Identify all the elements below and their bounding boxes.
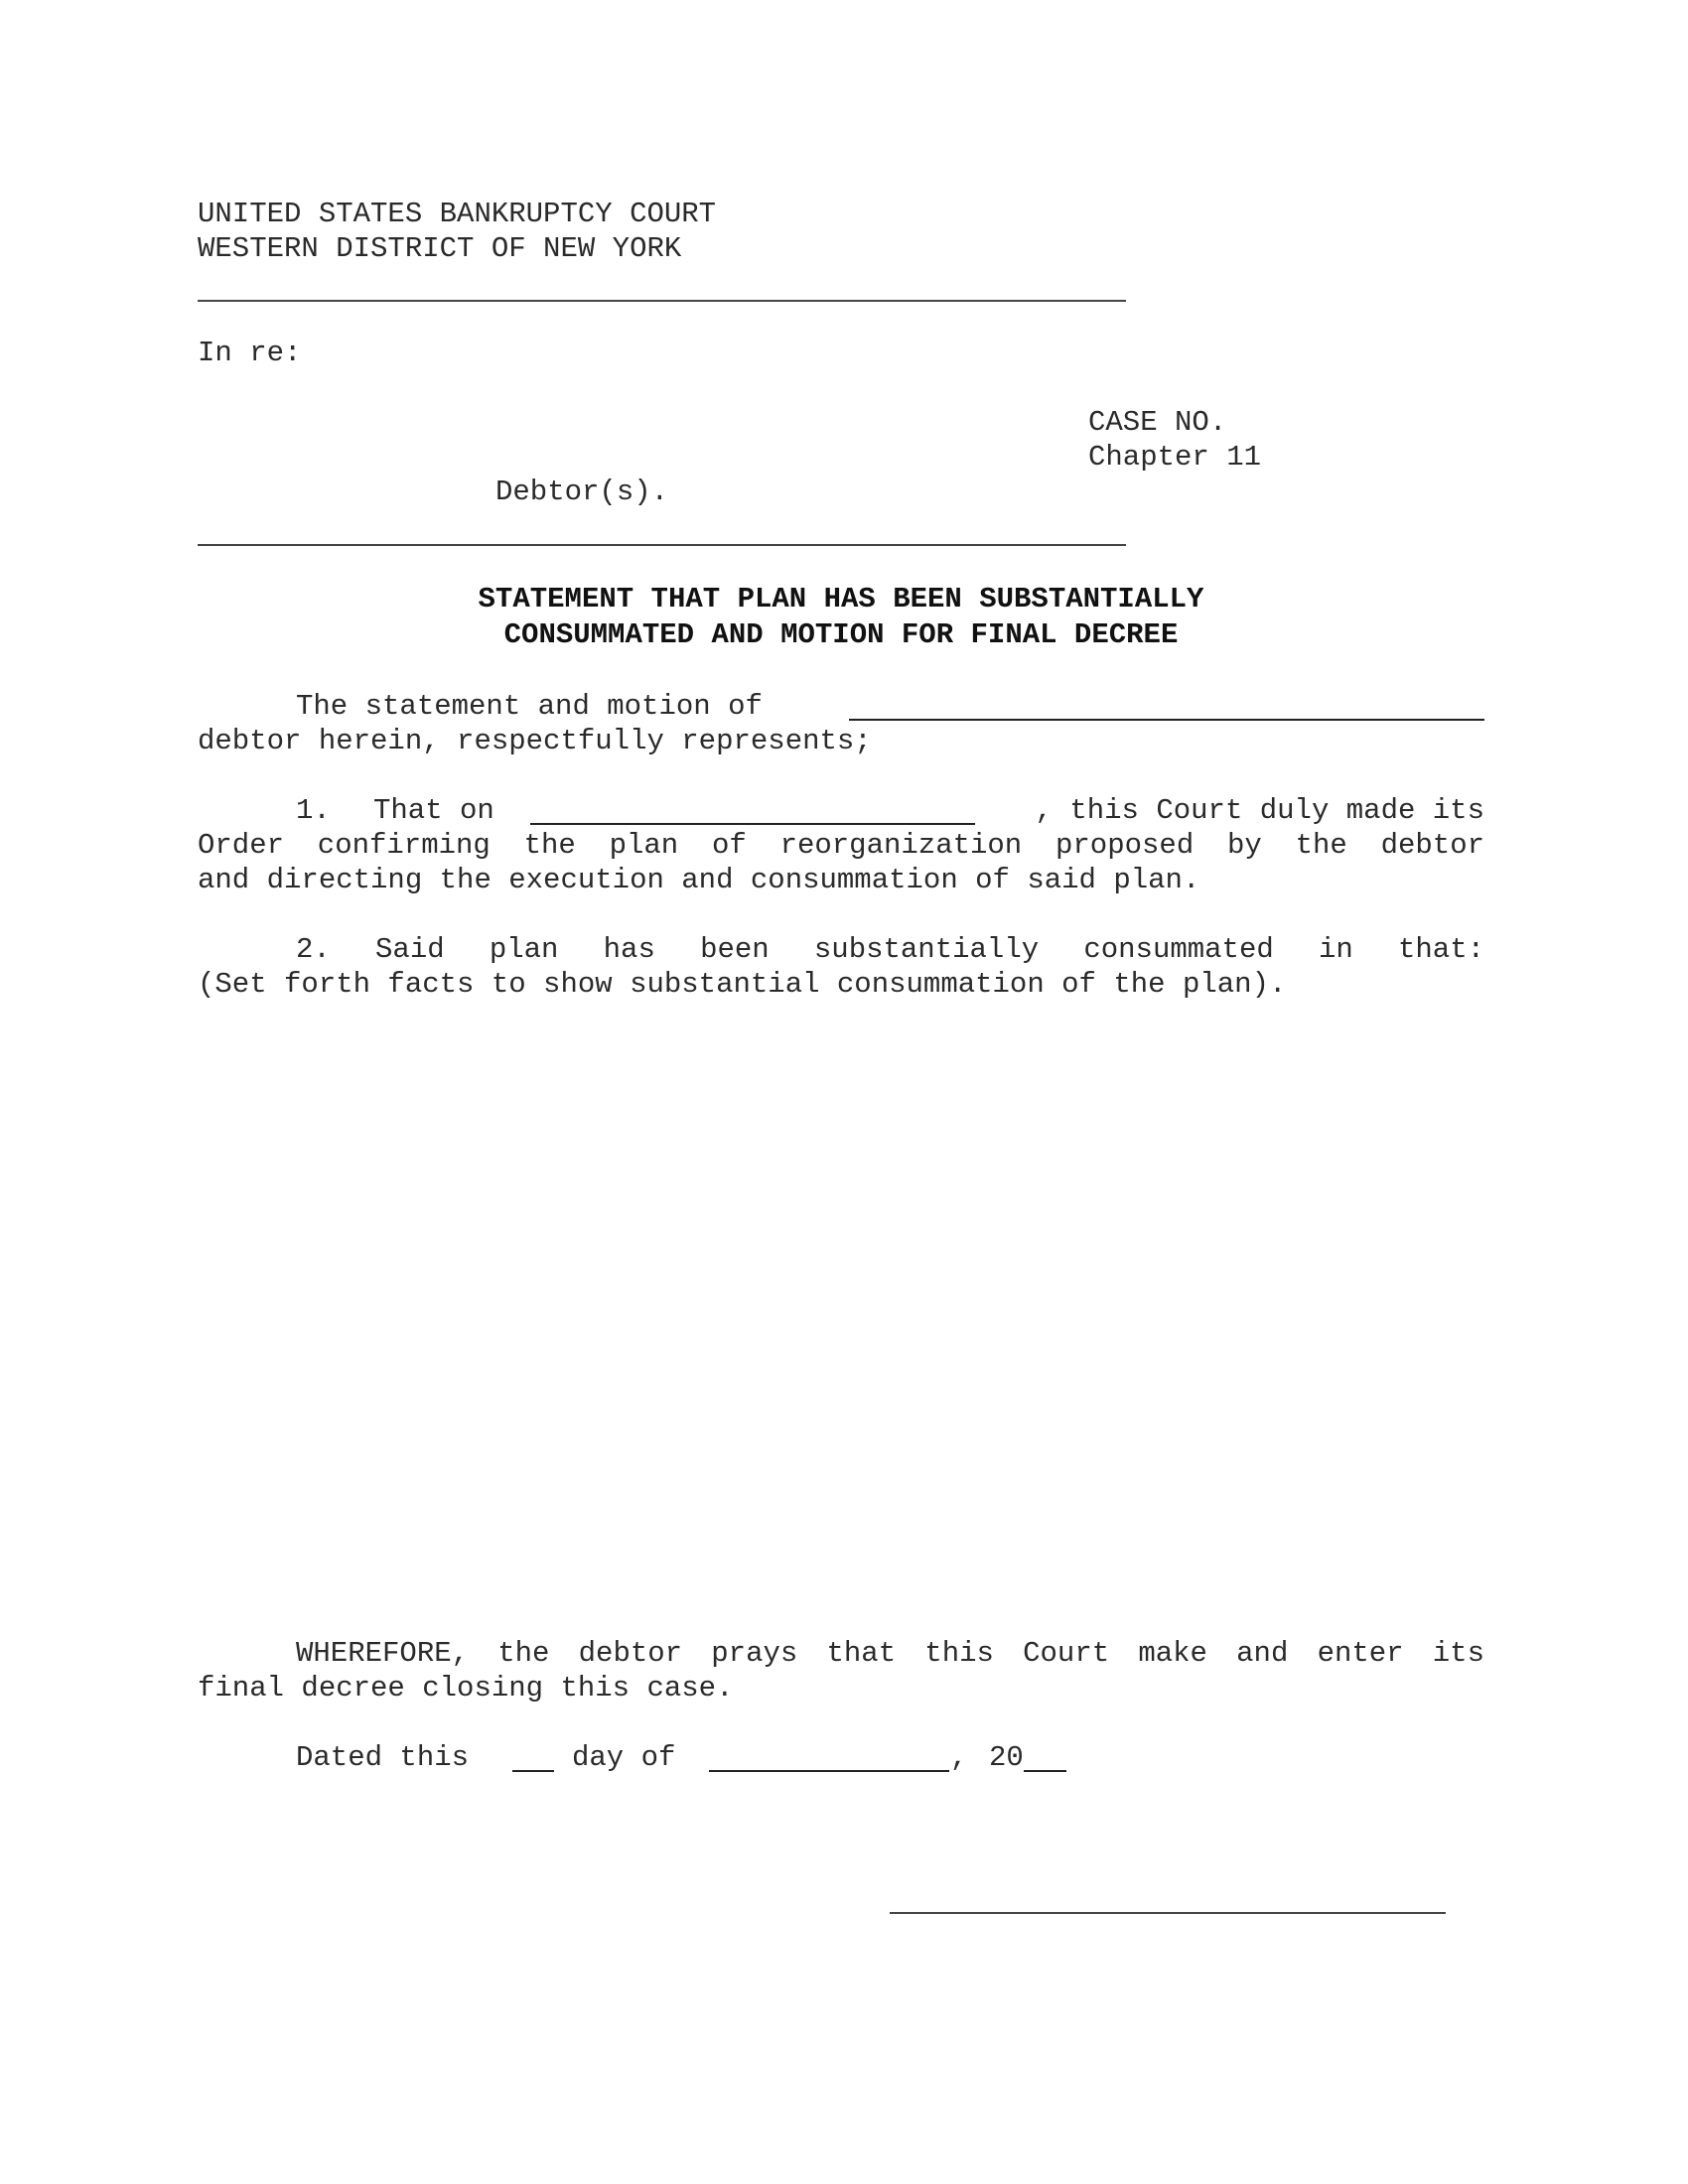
year-blank[interactable]: [1024, 1742, 1066, 1772]
para1-body: [198, 828, 1484, 897]
intro-text: [296, 689, 763, 724]
para1-number: 1.: [296, 794, 331, 827]
para1-after-blank: , this Court duly made its: [1035, 794, 1484, 827]
court-district: WESTERN DISTRICT OF NEW YORK: [198, 232, 682, 265]
para2-line-2: (Set forth facts to show substantial consummation of the plan).: [198, 968, 1287, 1001]
movant-name-blank[interactable]: [849, 691, 1484, 721]
intro-prefix: The statement and motion of: [296, 690, 763, 723]
para2-line-1: 2. Said plan has been substantially consummated in that:: [296, 933, 1484, 966]
court-name: UNITED STATES BANKRUPTCY COURT: [198, 198, 717, 230]
in-re-label: In re:: [198, 337, 302, 369]
document-title-line-1: STATEMENT THAT PLAN HAS BEEN SUBSTANTIALLY: [478, 583, 1204, 615]
month-blank[interactable]: [709, 1742, 949, 1772]
para1-line-3: and directing the execution and consummation of said plan.: [198, 864, 1200, 896]
confirmation-date-blank[interactable]: [530, 795, 975, 825]
day-blank[interactable]: [512, 1742, 554, 1772]
intro-line-2: debtor herein, respectfully represents;: [198, 725, 872, 757]
dated-year-prefix: 20: [989, 1741, 1024, 1774]
caption-bottom-rule: [198, 544, 1126, 546]
para2-first: [296, 932, 1484, 967]
case-number-label: CASE NO.: [1088, 406, 1227, 439]
dated-comma: ,: [950, 1741, 968, 1774]
chapter-label: Chapter 11: [1088, 441, 1262, 474]
wherefore-first: [296, 1636, 1484, 1671]
document-title-line-2: CONSUMMATED AND MOTION FOR FINAL DECREE: [503, 618, 1179, 651]
dated-day-of: day of: [572, 1741, 676, 1774]
para1-that-on: That on: [373, 794, 494, 827]
caption-top-rule: [198, 300, 1126, 302]
dated-prefix: Dated this: [296, 1741, 470, 1774]
para1-line-2: Order confirming the plan of reorganization proposed by the debtor: [198, 829, 1484, 862]
debtor-label: Debtor(s).: [495, 476, 669, 508]
wherefore-line-1: WHEREFORE, the debtor prays that this Court make and enter its: [296, 1637, 1484, 1670]
signature-line[interactable]: [890, 1912, 1446, 1914]
wherefore-line-2: final decree closing this case.: [198, 1672, 734, 1705]
